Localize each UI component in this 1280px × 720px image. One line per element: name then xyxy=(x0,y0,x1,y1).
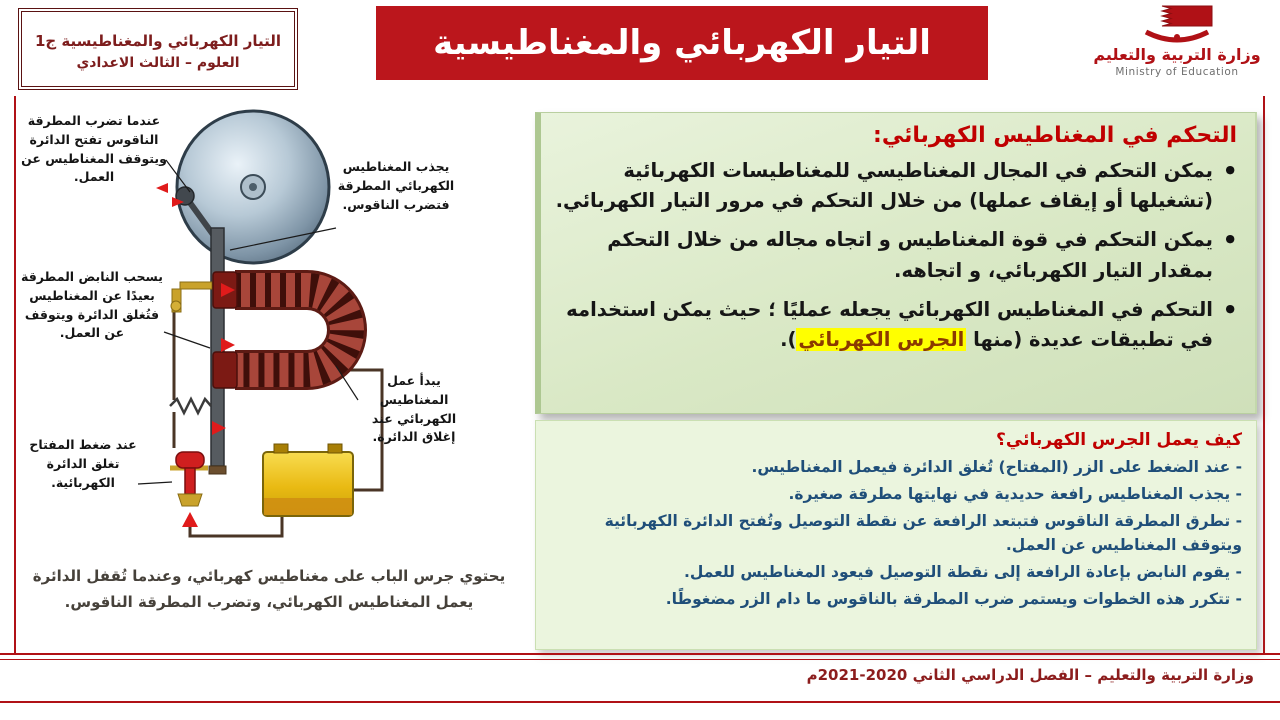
control-bullet-3 xyxy=(555,295,1237,355)
label-magnet-starts: يبدأ عمل المغناطيس الكهربائي عند إغلاق الدائرة. xyxy=(371,373,457,445)
ministry-name-english: Ministry of Education xyxy=(1115,66,1239,78)
ministry-name-arabic: وزارة التربية والتعليم xyxy=(1093,45,1261,64)
battery xyxy=(263,444,353,516)
diagram-caption: يحتوي جرس الباب على مغناطيس كهربائي، وعندما تُقفل الدائرة يعمل المغناطيس الكهربائي، وتضرب المطرقة الناقوس. xyxy=(32,567,506,611)
control-panel-title: التحكم في المغناطيس الكهربائي: xyxy=(873,123,1237,148)
slide-title-banner xyxy=(376,6,988,80)
label-magnet-attracts: يجذب المغناطيس الكهربائي المطرقة فتضرب الناقوس. xyxy=(337,159,455,212)
spring xyxy=(170,399,211,413)
bell-step-2: - يجذب المغناطيس رافعة حديدية في نهايتها مطرقة صغيرة. xyxy=(788,485,1242,504)
bahrain-emblem-icon xyxy=(1140,4,1214,44)
footer-divider xyxy=(0,653,1280,660)
bell-step-3: - تطرق المطرقة الناقوس فتبتعد الرافعة عن نقطة التوصيل وتُفتح الدائرة الكهربائية ويتوقف المغناطيس عن العمل. xyxy=(604,512,1242,555)
control-bullet-2-text: يمكن التحكم في قوة المغناطيس و اتجاه مجاله من خلال التحكم بمقدار التيار الكهربائي، و اتجاهه. xyxy=(607,228,1213,282)
slide-title: التيار الكهربائي والمغناطيسية xyxy=(433,23,931,63)
bell-panel-title: كيف يعمل الجرس الكهربائي؟ xyxy=(996,430,1242,450)
highlighted-term: الجرس الكهربائي xyxy=(798,328,965,352)
footer-text: وزارة التربية والتعليم – الفصل الدراسي الثاني 2020-2021م xyxy=(806,666,1254,684)
label-spring-pulls: يسحب النابض المطرقة بعيدًا عن المغناطيس فتُغلق الدائرة ويتوقف عن العمل. xyxy=(21,269,163,341)
control-bullet-3-text: التحكم في المغناطيس الكهربائي يجعله عمليًا ؛ حيث يمكن استخدامه في تطبيقات عديدة (منها xyxy=(566,297,1213,352)
push-button-switch xyxy=(170,452,208,506)
label-hammer-strike: عندما تضرب المطرقة الناقوس تفتح الدائرة ويتوقف المغناطيس عن العمل. xyxy=(21,113,167,185)
control-bullet-1 xyxy=(555,156,1237,216)
bottom-border-line xyxy=(0,701,1280,703)
control-bullet-2 xyxy=(555,225,1237,285)
bell-step-1: - عند الضغط على الزر (المفتاح) تُغلق الدائرة فيعمل المغناطيس. xyxy=(751,458,1242,476)
frame-line-right xyxy=(1263,96,1265,654)
control-bullet-1-text: يمكن التحكم في المجال المغناطيسي للمغناطيسات الكهربائية (تشغيلها أو إيقاف عملها) من خلال التحكم في مرور التيار الكهربائي. xyxy=(555,159,1213,213)
course-info-box xyxy=(18,8,298,90)
contact-bracket xyxy=(171,282,212,312)
ministry-logo xyxy=(1086,4,1268,96)
electric-bell-diagram xyxy=(14,100,522,648)
control-bullet-list xyxy=(555,156,1237,355)
bell-step-5: - تتكرر هذه الخطوات ويستمر ضرب المطرقة بالناقوس ما دام الزر مضغوطًا. xyxy=(665,590,1242,609)
control-bullet-3-suffix: ). xyxy=(780,328,797,352)
electromagnet-control-panel xyxy=(535,112,1257,414)
bell-gong xyxy=(177,111,329,263)
bell-operation-panel xyxy=(535,420,1257,650)
label-switch-press: عند ضغط المفتاح تغلق الدائرة الكهربائية. xyxy=(29,437,137,490)
course-title: التيار الكهربائي والمغناطيسية ج1 xyxy=(34,31,282,50)
course-subtitle: العلوم – الثالث الاعدادي xyxy=(76,54,240,71)
bell-step-4: - يقوم النابض بإعادة الرافعة إلى نقطة التوصيل فيعود المغناطيس للعمل. xyxy=(683,563,1242,582)
